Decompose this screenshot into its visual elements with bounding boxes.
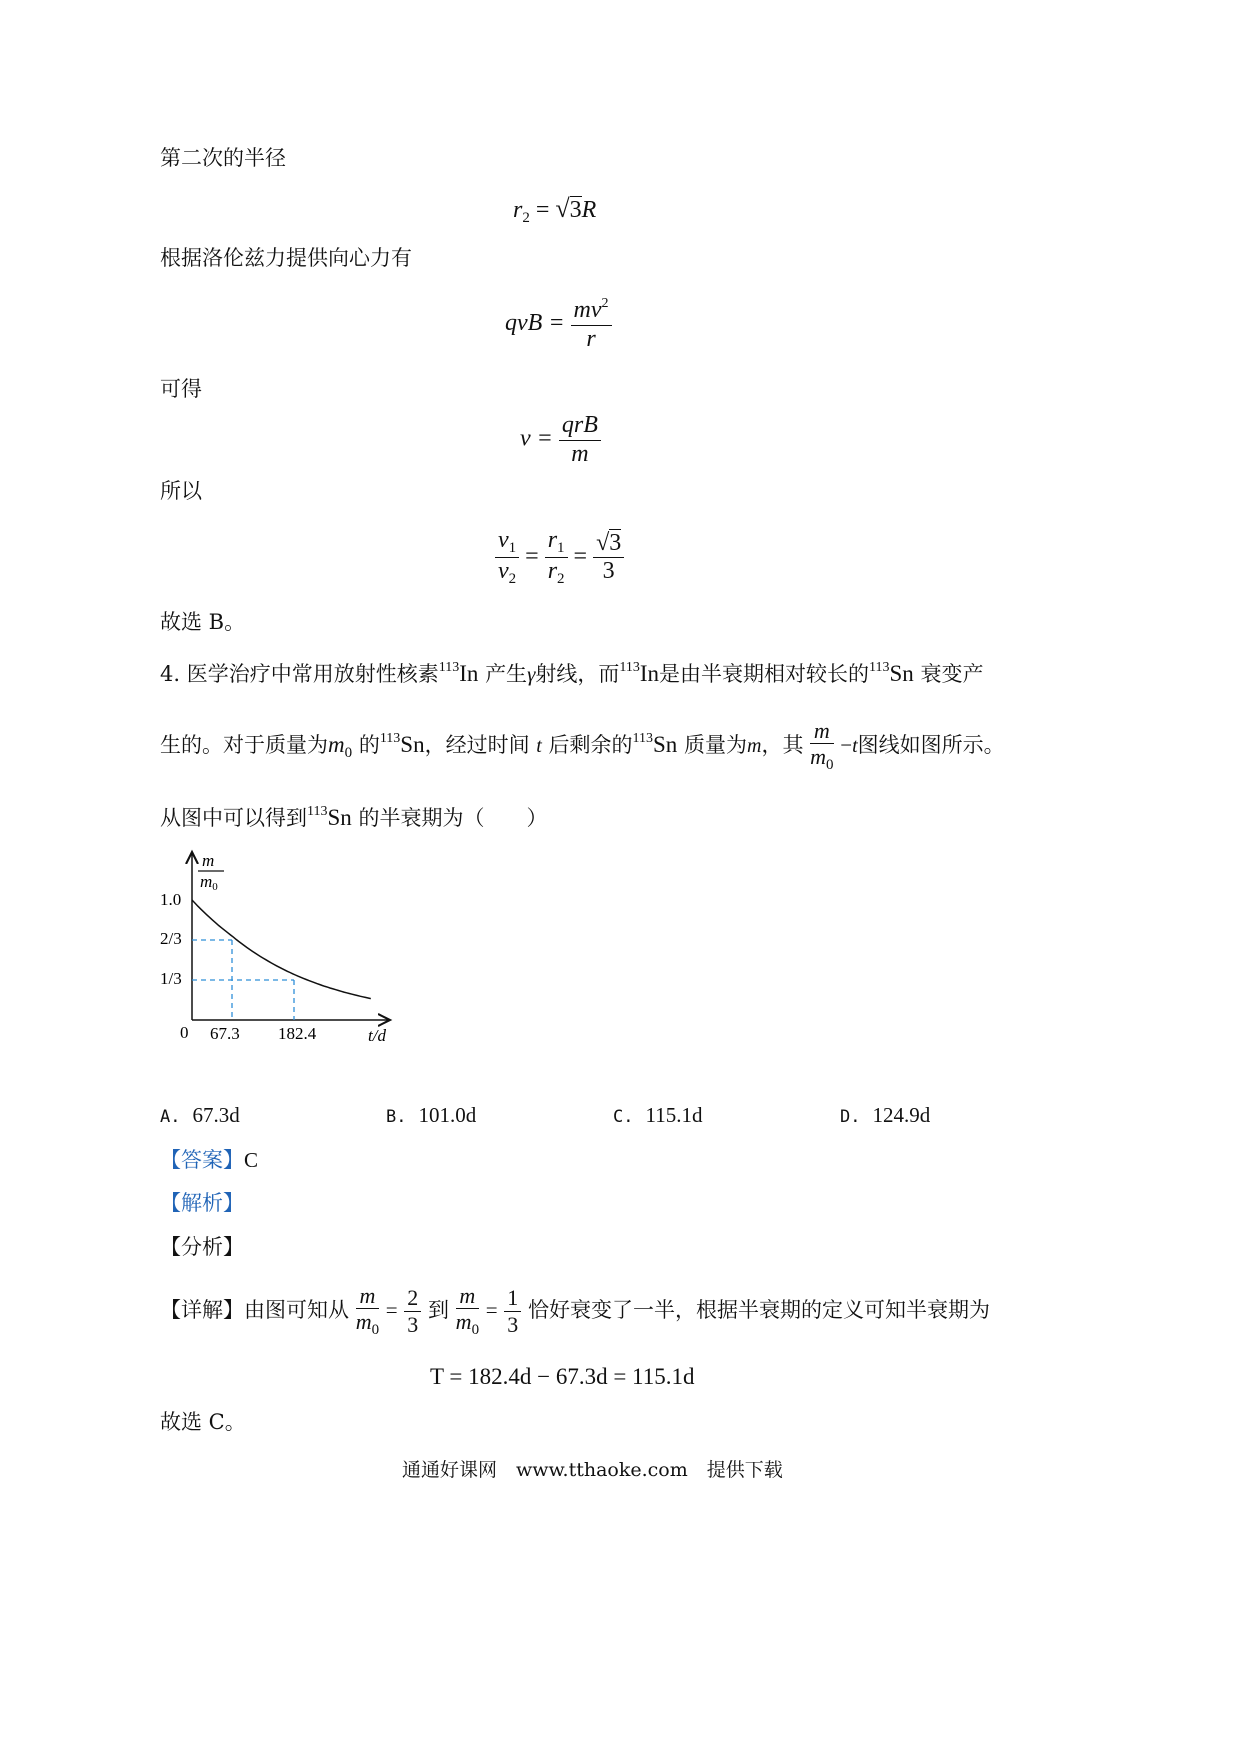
text-line: 根据洛伦兹力提供向心力有 (160, 246, 412, 270)
problem-line-1: 4. 医学治疗中常用放射性核素$^{113}$In 产生γ射线，而$^{113}$In是由半衰期相对较长的$^{113}$Sn 衰变产 (160, 660, 984, 686)
option-a[interactable]: A. 67.3d (160, 1103, 240, 1127)
equation-lorentz: qvB = $\frac{mv^2}{r}$ (505, 296, 612, 353)
answer-line: 【答案】C (160, 1148, 259, 1172)
x-tick-182-4: 182.4 (278, 1024, 317, 1043)
radical-sign: √ (555, 194, 570, 223)
guide-lines (192, 940, 294, 1020)
equation-ratio: $\frac{v_1}{v_2}$ = $\frac{r_1}{r_2}$ = $\frac{√3}{3}$ (495, 527, 624, 589)
y-tick-1: 1.0 (160, 890, 182, 909)
text-line: 故选 B。 (160, 610, 246, 634)
equation-velocity: v = $\frac{\text{qrB}}{m}$ (520, 412, 601, 468)
final-equation: T = 182.4d − 67.3d = 115.1d (430, 1364, 695, 1389)
y-tick-2-3: 2/3 (160, 929, 182, 948)
decay-graph (150, 848, 410, 1068)
text-line: 所以 (160, 479, 202, 503)
fenxi-label: 【分析】 (160, 1235, 244, 1259)
analysis-label: 【解析】 (160, 1191, 244, 1215)
option-c[interactable]: C. 115.1d (613, 1103, 703, 1127)
final-answer: 故选 C。 (160, 1410, 246, 1434)
decay-curve (192, 900, 371, 999)
y-tick-1-3: 1/3 (160, 969, 182, 988)
text-line: 可得 (160, 377, 202, 401)
x-tick-0: 0 (180, 1023, 189, 1042)
problem-line-3: 从图中可以得到$^{113}$Sn 的半衰期为（ ） (160, 804, 548, 830)
option-d[interactable]: D. 124.9d (840, 1103, 931, 1127)
detail-line: 【详解】由图可知从 $\frac{m}{m_0}$ = $\frac{2}{3}$ 到 $\frac{m}{m_0}$ = $\frac{1}{3}$ 恰好衰变了一半，根据半衰期的定义可知半衰期为 (160, 1283, 990, 1339)
footer: 通通好课网 www.tthaoke.com 提供下载 (402, 1459, 783, 1481)
problem-line-2: 生的。对于质量为$m_0$ 的$^{113}$Sn，经过时间 t 后剩余的$^{113}$Sn 质量为m，其 $\frac{m}{m_0}$ −t图线如图所示。 (160, 718, 1005, 774)
equation-radius-2: $r_2 = √3R$ (513, 194, 597, 226)
option-b[interactable]: B. 101.0d (386, 1103, 477, 1127)
x-tick-67-3: 67.3 (210, 1024, 240, 1043)
radical-sign: √ (596, 529, 610, 556)
y-label-num: m (202, 851, 215, 870)
y-label-den: m0 (200, 872, 218, 893)
text-line: 第二次的半径 (160, 146, 286, 170)
x-label: t/d (368, 1026, 386, 1045)
